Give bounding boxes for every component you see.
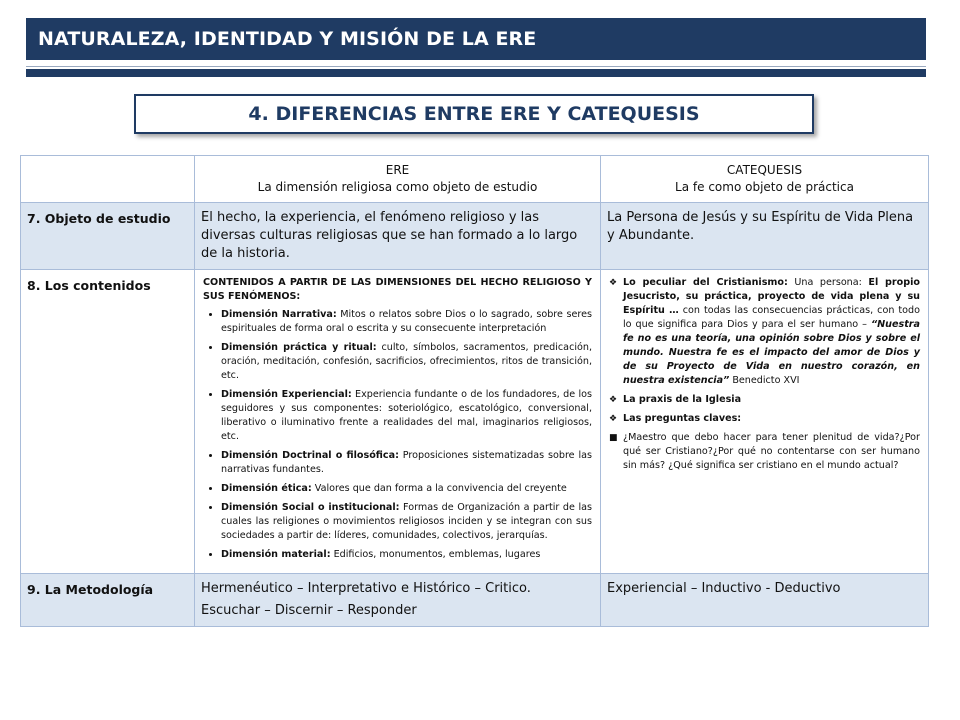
list-item: ❖ La praxis de la Iglesia — [609, 394, 742, 405]
ere-contenidos — [195, 270, 601, 574]
cat-contenidos — [601, 270, 929, 574]
diamond-bullet-icon: ❖ — [609, 395, 618, 405]
section-title-box — [134, 94, 814, 134]
table-row-contenidos — [21, 270, 929, 574]
table-header-row — [21, 156, 929, 203]
ere-metodologia-line1: Hermenéutico – Interpretativo e Histórico – Critico. — [201, 581, 531, 596]
comparison-table — [20, 155, 929, 627]
ere-metodologia — [195, 574, 601, 627]
header-ere — [195, 156, 601, 203]
list-item: • Dimensión práctica y ritual: culto, símbolos, sacramentos, predicación, oración, meditación, confesión, sacrificios, ofrecimientos, ritos de transición, etc. — [221, 341, 592, 383]
contenidos-caption: CONTENIDOS A PARTIR DE LAS DIMENSIONES DEL HECHO RELIGIOSO Y SUS FENÓMENOS: — [203, 277, 592, 302]
list-item: • Dimensión material: Edificios, monumentos, emblemas, lugares — [221, 548, 592, 562]
diamond-bullet-icon: ❖ — [609, 278, 618, 288]
row-label-contenidos: 8. Los contenidos — [21, 270, 195, 574]
header-divider — [26, 69, 926, 77]
list-item: ❖ Las preguntas claves: — [609, 413, 742, 424]
header-ere-title: ERE — [385, 163, 410, 177]
list-item: ■ ¿Maestro que debo hacer para tener plenitud de vida?¿Por qué ser Cristiano?¿Por qué no contentarse con ser humano sin más? ¿Qué significa ser cristiano en el mundo actual? — [609, 432, 920, 471]
page-title: NATURALEZA, IDENTIDAD Y MISIÓN DE LA ERE — [38, 28, 537, 50]
cat-objeto: La Persona de Jesús y su Espíritu de Vida Plena y Abundante. — [601, 203, 929, 270]
list-item: • Dimensión Narrativa: Mitos o relatos sobre Dios o lo sagrado, sobre seres espirituales de forma oral o escrita y su consecuente interpretación — [221, 308, 592, 336]
section-title: 4. DIFERENCIAS ENTRE ERE Y CATEQUESIS — [248, 103, 700, 125]
table-row-metodologia — [21, 574, 929, 627]
dimensions-list — [203, 308, 592, 562]
list-item: • Dimensión Social o institucional: Formas de Organización a partir de las cuales las religiones o movimientos religiosos inciden y se integran con sus sociedades a partir de: líderes, comunidades, colectivos, jerarquías. — [221, 501, 592, 543]
list-item: • Dimensión ética: Valores que dan forma a la convivencia del creyente — [221, 482, 592, 496]
square-bullet-icon: ■ — [609, 433, 618, 443]
page-header — [26, 18, 926, 60]
list-item: • Dimensión Experiencial: Experiencia fundante o de los fundadores, de los seguidores y sus componentes: soteriológico, escatológico, conversional, liberativo o iluminativo frente a realidades del mal, imaginarios religiosos, etc. — [221, 388, 592, 444]
list-item: ❖ Lo peculiar del Cristianismo: Una persona: El propio Jesucristo, su práctica, proyecto de vida plena y su Espíritu … con todas las consecuencias prácticas, con todo lo que significa para Dios y para el ser humano – “Nuestra fe no es una teoría, una opinión sobre Dios y sobre el mundo. Nuestra fe es el impacto del amor de Dios y de su Proyecto de Vida en nuestro corazón, en nuestra existencia” Benedicto XVI — [609, 277, 920, 386]
header-catequesis — [601, 156, 929, 203]
header-cat-title: CATEQUESIS — [726, 163, 803, 177]
catequesis-list — [609, 276, 920, 473]
diamond-bullet-icon: ❖ — [609, 414, 618, 424]
table-row-objeto — [21, 203, 929, 270]
row-label-objeto: 7. Objeto de estudio — [21, 203, 195, 270]
header-divider-thin — [26, 66, 926, 67]
ere-metodologia-line2: Escuchar – Discernir – Responder — [201, 603, 417, 618]
header-empty-cell — [21, 156, 195, 203]
row-label-metodologia: 9. La Metodología — [21, 574, 195, 627]
ere-objeto: El hecho, la experiencia, el fenómeno religioso y las diversas culturas religiosas que se han formado a lo largo de la historia. — [195, 203, 601, 270]
header-ere-subtitle: La dimensión religiosa como objeto de estudio — [257, 180, 538, 194]
list-item: • Dimensión Doctrinal o filosófica: Proposiciones sistematizadas sobre las narrativas fundantes. — [221, 449, 592, 477]
cat-metodologia: Experiencial – Inductivo - Deductivo — [601, 574, 929, 627]
header-cat-subtitle: La fe como objeto de práctica — [675, 180, 854, 194]
